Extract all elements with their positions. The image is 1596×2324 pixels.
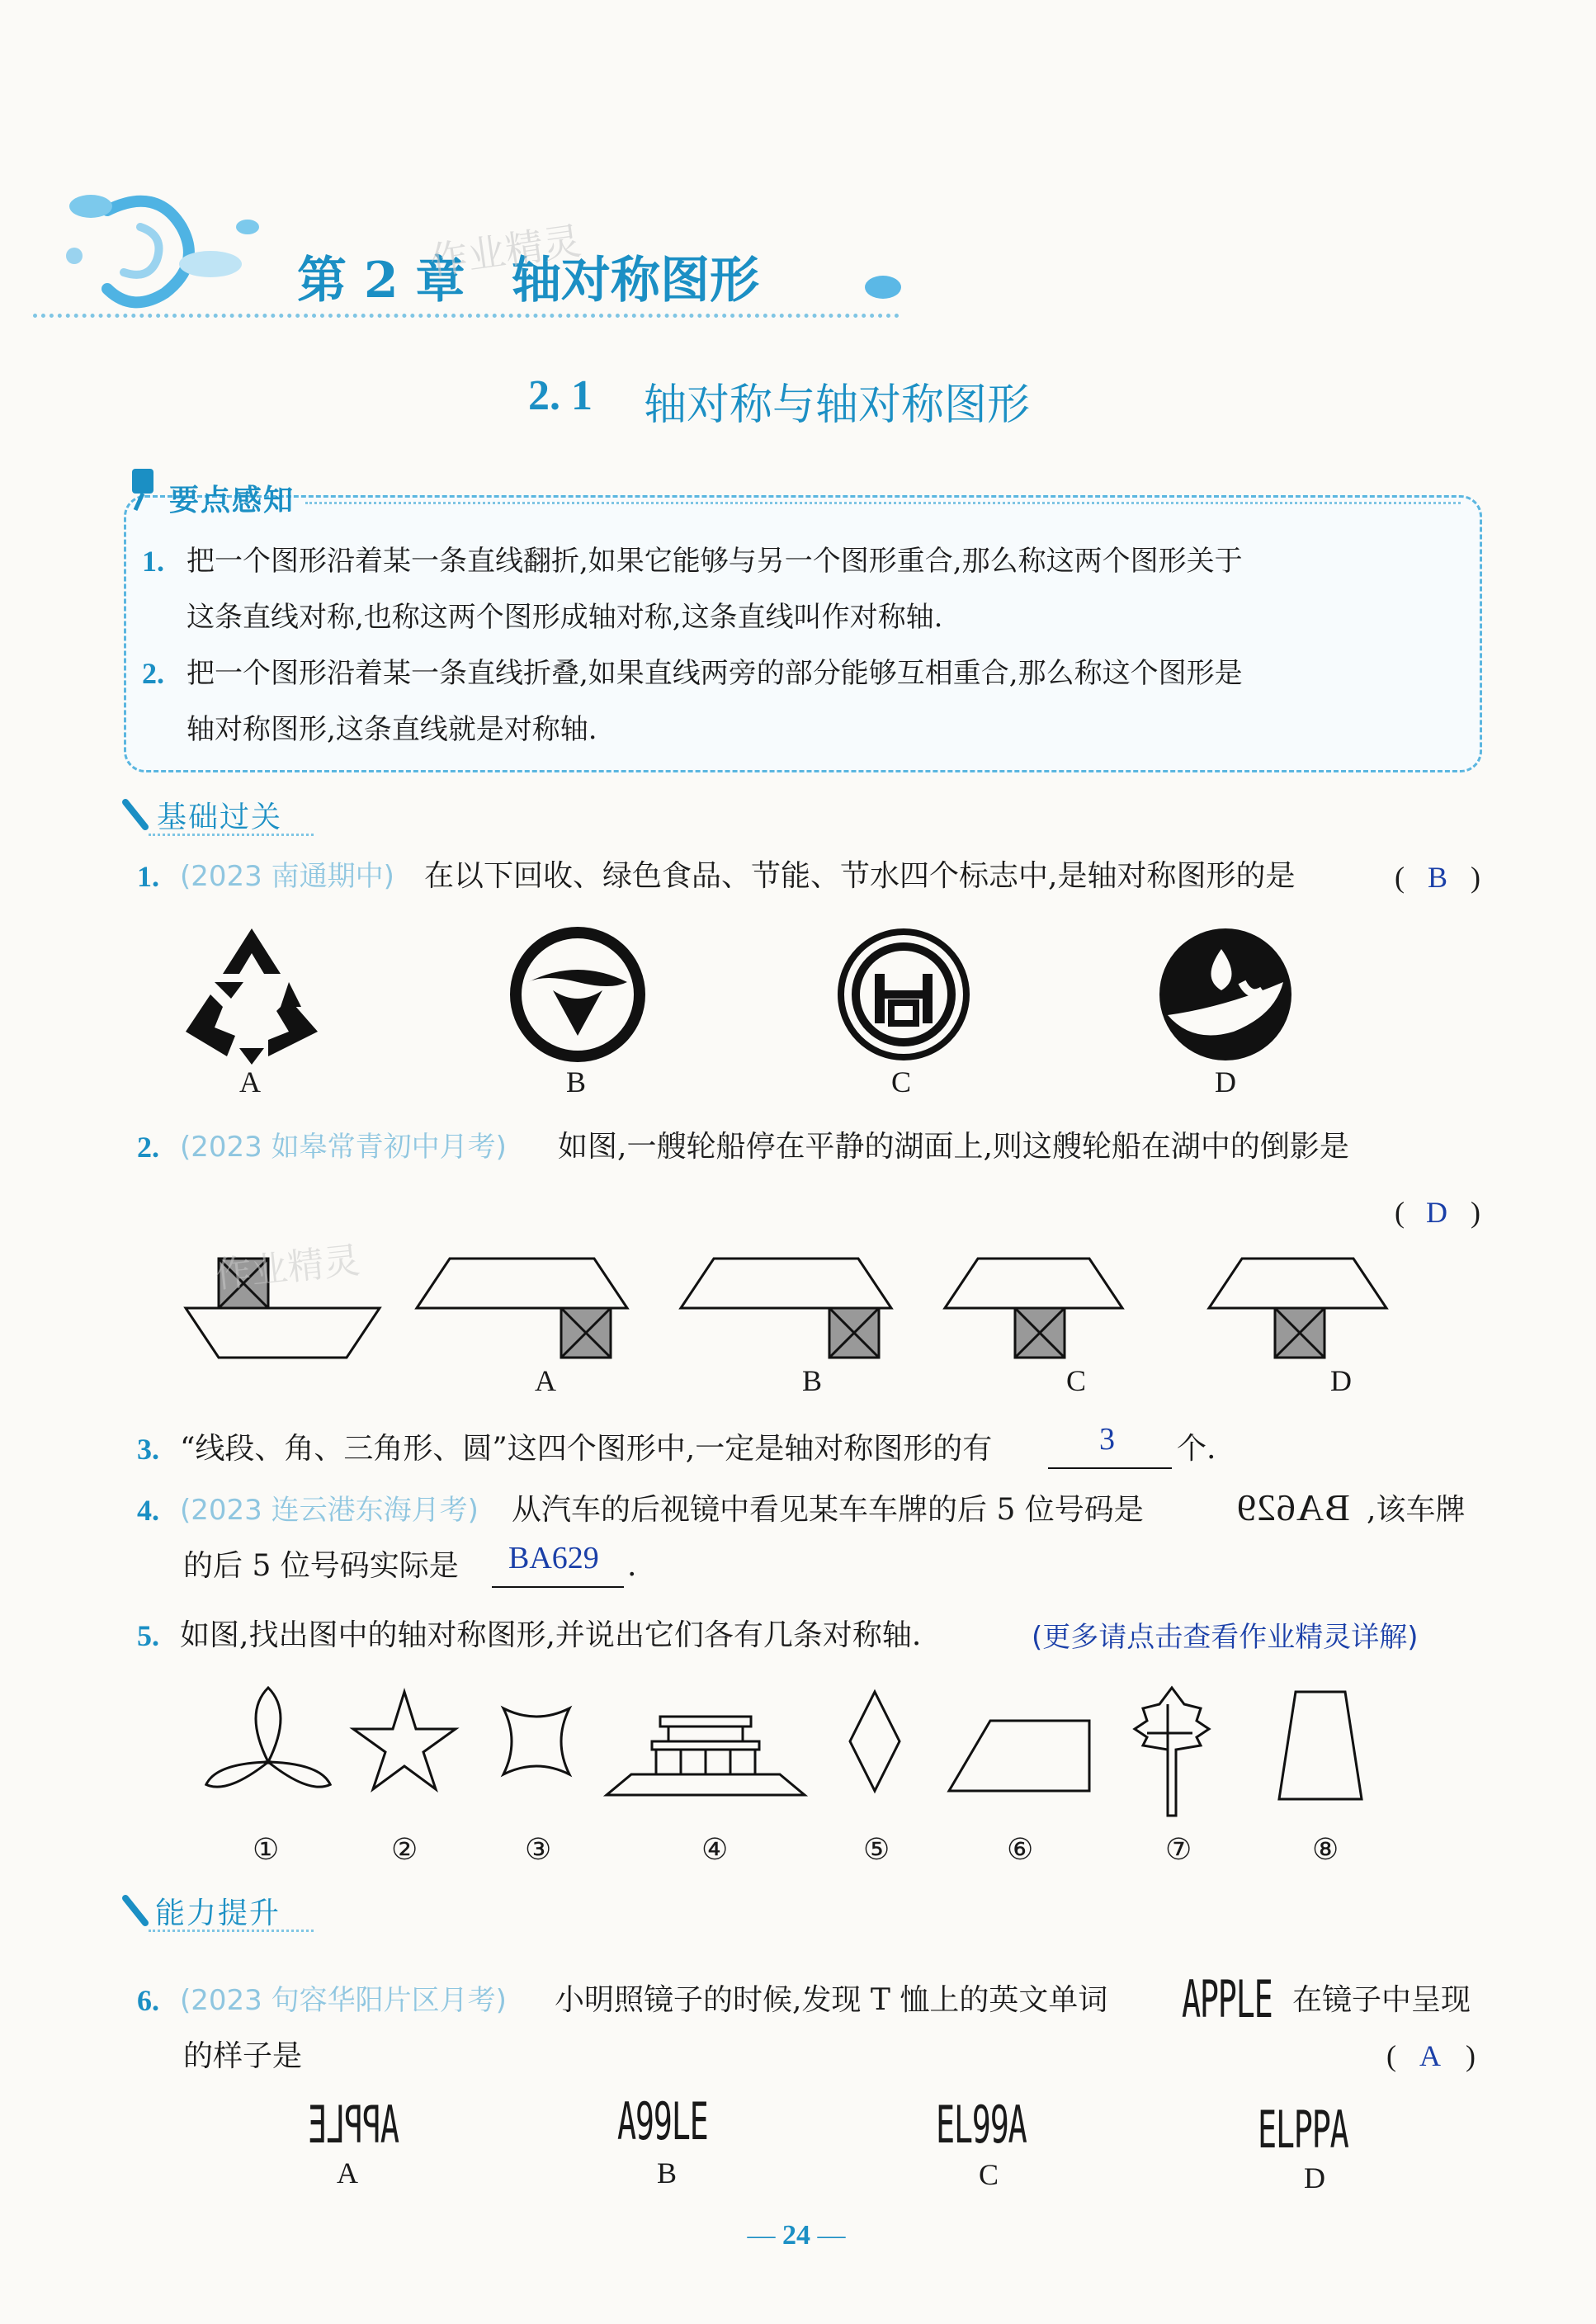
ability-tag: 能力提升 <box>155 1897 281 1930</box>
section-title: 轴对称与轴对称图形 <box>644 380 1031 430</box>
green-food-icon <box>508 924 648 1065</box>
basic-tag: 基础过关 <box>157 801 283 834</box>
pencil-icon <box>122 799 155 832</box>
q6-source: (2023 句容华阳片区月考) <box>180 1984 507 2017</box>
q5-label-8: ⑧ <box>1312 1833 1339 1866</box>
q2-option-d-label: D <box>1330 1364 1352 1397</box>
q3-num: 3. <box>137 1433 159 1466</box>
basic-tag-rule <box>149 834 314 836</box>
page-number-value: 24 <box>782 2220 810 2251</box>
key-point-2-num: 2. <box>142 657 164 690</box>
q3-text-after: 个. <box>1177 1432 1216 1466</box>
q6-option-d-word: ELPPA <box>1258 2100 1348 2160</box>
q4-answer: BA629 <box>508 1541 599 1575</box>
q6-option-c-word: EL99A <box>936 2095 1027 2155</box>
swirl-logo-icon <box>58 177 272 318</box>
key-point-1-line2: 这条直线对称,也称这两个图形成轴对称,这条直线叫作对称轴. <box>187 601 943 634</box>
q6-answer-paren: ( <box>1386 2039 1396 2072</box>
ship-figure <box>182 1254 1543 1378</box>
q3-blank-line <box>1048 1467 1172 1469</box>
q5-label-1: ① <box>253 1833 280 1866</box>
q1-text: 在以下回收、绿色食品、节能、节水四个标志中,是轴对称图形的是 <box>424 859 1296 893</box>
key-point-2-line2: 轴对称图形,这条直线就是对称轴. <box>187 713 597 746</box>
q2-answer-paren: ( <box>1395 1196 1405 1229</box>
q1-answer-paren-close: ) <box>1471 861 1480 894</box>
water-saving-icon <box>1155 924 1296 1065</box>
q6-option-b-word: A99LE <box>617 2091 708 2152</box>
q2-answer: D <box>1426 1196 1447 1229</box>
q1-source: (2023 南通期中) <box>180 860 394 893</box>
pencil-icon-2 <box>122 1895 155 1928</box>
key-points-tag-rule <box>305 502 1461 504</box>
watermark: 作业精灵 <box>427 218 584 284</box>
q5-figures <box>206 1684 1527 1849</box>
q4-num: 4. <box>137 1494 159 1527</box>
q5-text: 如图,找出图中的轴对称图形,并说出它们各有几条对称轴. <box>180 1618 922 1652</box>
q5-label-4: ④ <box>701 1833 729 1866</box>
q1-answer-paren: ( <box>1395 861 1405 894</box>
q4-line2: 的后 5 位号码实际是 <box>183 1549 459 1583</box>
q6-word: APPLE <box>1182 1969 1273 2029</box>
q3-answer: 3 <box>1099 1422 1115 1457</box>
ability-tag-rule <box>149 1930 314 1932</box>
q6-option-d-label: D <box>1304 2161 1325 2194</box>
q2-option-c-label: C <box>1066 1364 1087 1397</box>
chapter-title: 轴对称图形 <box>512 252 759 309</box>
q1-option-a-label: A <box>239 1065 261 1098</box>
q6-option-a-label: A <box>337 2156 358 2189</box>
q2-option-b-label: B <box>802 1364 823 1397</box>
pushpin-icon <box>124 462 173 512</box>
key-point-1-num: 1. <box>142 545 164 578</box>
q2-option-a-label: A <box>535 1364 556 1397</box>
key-point-1-line1: 把一个图形沿着某一条直线翻折,如果它能够与另一个图形重合,那么称这两个图形关于 <box>187 545 1243 578</box>
q3-text: “线段、角、三角形、圆”这四个图形中,一定是轴对称图形的有 <box>180 1432 993 1466</box>
q6-answer-paren-close: ) <box>1466 2039 1476 2072</box>
q5-label-7: ⑦ <box>1165 1833 1192 1866</box>
section-number: 2. 1 <box>528 372 593 419</box>
q1-option-d-label: D <box>1215 1065 1236 1098</box>
q6-line2: 的样子是 <box>183 2039 303 2073</box>
q1-option-b-label: B <box>566 1065 587 1098</box>
q6-num: 6. <box>137 1984 159 2017</box>
q5-num: 5. <box>137 1619 159 1652</box>
q2-source: (2023 如皋常青初中月考) <box>180 1131 507 1164</box>
q6-answer: A <box>1419 2039 1441 2072</box>
q4-text-after: ,该车牌 <box>1367 1493 1466 1527</box>
leaf-icon <box>858 271 908 304</box>
chapter-label: 第 2 章 <box>297 252 465 309</box>
q5-label-2: ② <box>391 1833 418 1866</box>
q6-text-after: 在镜子中呈现 <box>1292 1983 1471 2017</box>
page-number: — 24 — <box>747 2220 846 2251</box>
q4-text: 从汽车的后视镜中看见某车车牌的后 5 位号码是 <box>512 1493 1144 1527</box>
key-point-2-line1: 把一个图形沿着某一条直线折叠,如果直线两旁的部分能够互相重合,那么称这个图形是 <box>187 657 1243 690</box>
recycle-icon <box>182 924 322 1065</box>
q4-mirror-plate: BA629 <box>1236 1486 1350 1528</box>
q5-more-link[interactable]: (更多请点击查看作业精灵详解) <box>1032 1621 1419 1654</box>
q6-option-c-label: C <box>979 2158 999 2191</box>
q1-num: 1. <box>137 860 159 893</box>
q6-option-a-wrap <box>292 2095 399 2155</box>
watermark-2: 作业精灵 <box>213 1239 362 1297</box>
q2-text: 如图,一艘轮船停在平静的湖面上,则这艘轮船在湖中的倒影是 <box>558 1130 1349 1164</box>
q5-label-3: ③ <box>525 1833 552 1866</box>
q4-line2-after: . <box>627 1549 637 1583</box>
q1-answer: B <box>1428 861 1448 894</box>
q4-blank-line <box>492 1586 624 1588</box>
key-points-tag: 要点感知 <box>169 484 295 517</box>
energy-saving-icon <box>833 924 974 1065</box>
q2-num: 2. <box>137 1131 159 1164</box>
q6-option-b-label: B <box>657 2156 678 2189</box>
q1-option-c-label: C <box>891 1065 912 1098</box>
q6-text: 小明照镜子的时候,发现 T 恤上的英文单词 <box>555 1983 1108 2017</box>
chapter-divider <box>33 314 900 318</box>
q6-option-a-word: APPLE <box>309 2095 399 2155</box>
q2-answer-paren-close: ) <box>1471 1196 1480 1229</box>
q4-source: (2023 连云港东海月考) <box>180 1494 479 1527</box>
q5-label-6: ⑥ <box>1007 1833 1034 1866</box>
q5-label-5: ⑤ <box>863 1833 890 1866</box>
